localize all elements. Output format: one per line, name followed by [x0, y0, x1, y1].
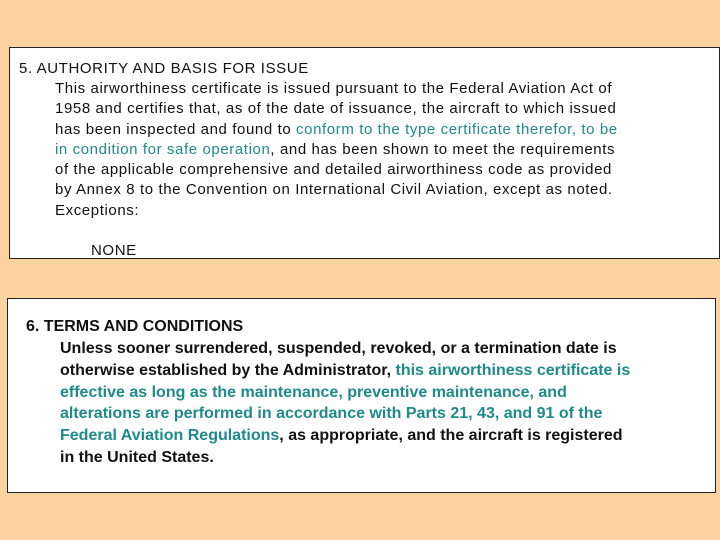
authority-line-2 [55, 99, 616, 119]
terms-line-2 [60, 360, 630, 382]
authority-line-1-text: This airworthiness certificate is issued pursuant to the Federal Aviation Act of [55, 80, 613, 97]
terms-line-4: alterations are performed in accordance with Parts 21, 43, and 91 of the [60, 405, 603, 422]
terms-line-5-text: , as appropriate, and the aircraft is registered [279, 427, 623, 444]
authority-line-4 [55, 140, 615, 160]
authority-line-4-highlight: in condition for safe operation [55, 141, 271, 158]
authority-section [9, 47, 720, 259]
exceptions-label-text: Exceptions: [55, 202, 140, 219]
authority-heading: 5. AUTHORITY AND BASIS FOR ISSUE [19, 60, 309, 77]
authority-line-3 [55, 120, 618, 140]
exceptions-value: NONE [91, 242, 137, 259]
authority-line-1 [55, 79, 612, 99]
authority-line-5-text: of the applicable comprehensive and detailed airworthiness code as provided [55, 161, 612, 178]
terms-line-5-highlight: Federal Aviation Regulations [60, 427, 280, 444]
terms-line-5 [60, 425, 623, 447]
authority-line-2-text: 1958 and certifies that, as of the date of issuance, the aircraft to which issued [55, 100, 617, 117]
terms-line-3: effective as long as the maintenance, preventive maintenance, and [60, 384, 567, 401]
terms-heading: 6. TERMS AND CONDITIONS [26, 318, 244, 335]
authority-line-5 [55, 160, 612, 180]
terms-line-2-highlight: this airworthiness certificate is [395, 362, 631, 379]
authority-line-3-highlight: conform to the type certificate therefor, to be [296, 121, 618, 138]
authority-line-3-text: has been inspected and found to [55, 121, 297, 138]
authority-line-4-text: , and has been shown to meet the requirements [270, 141, 616, 158]
terms-line-6: in the United States. [60, 449, 214, 466]
exceptions-label [55, 201, 139, 221]
terms-section [7, 298, 716, 493]
terms-line-1: Unless sooner surrendered, suspended, revoked, or a termination date is [60, 340, 617, 357]
terms-line-2-text: otherwise established by the Administrator, [60, 362, 396, 379]
authority-line-6 [55, 180, 613, 200]
authority-line-6-text: by Annex 8 to the Convention on International Civil Aviation, except as noted. [55, 181, 613, 198]
